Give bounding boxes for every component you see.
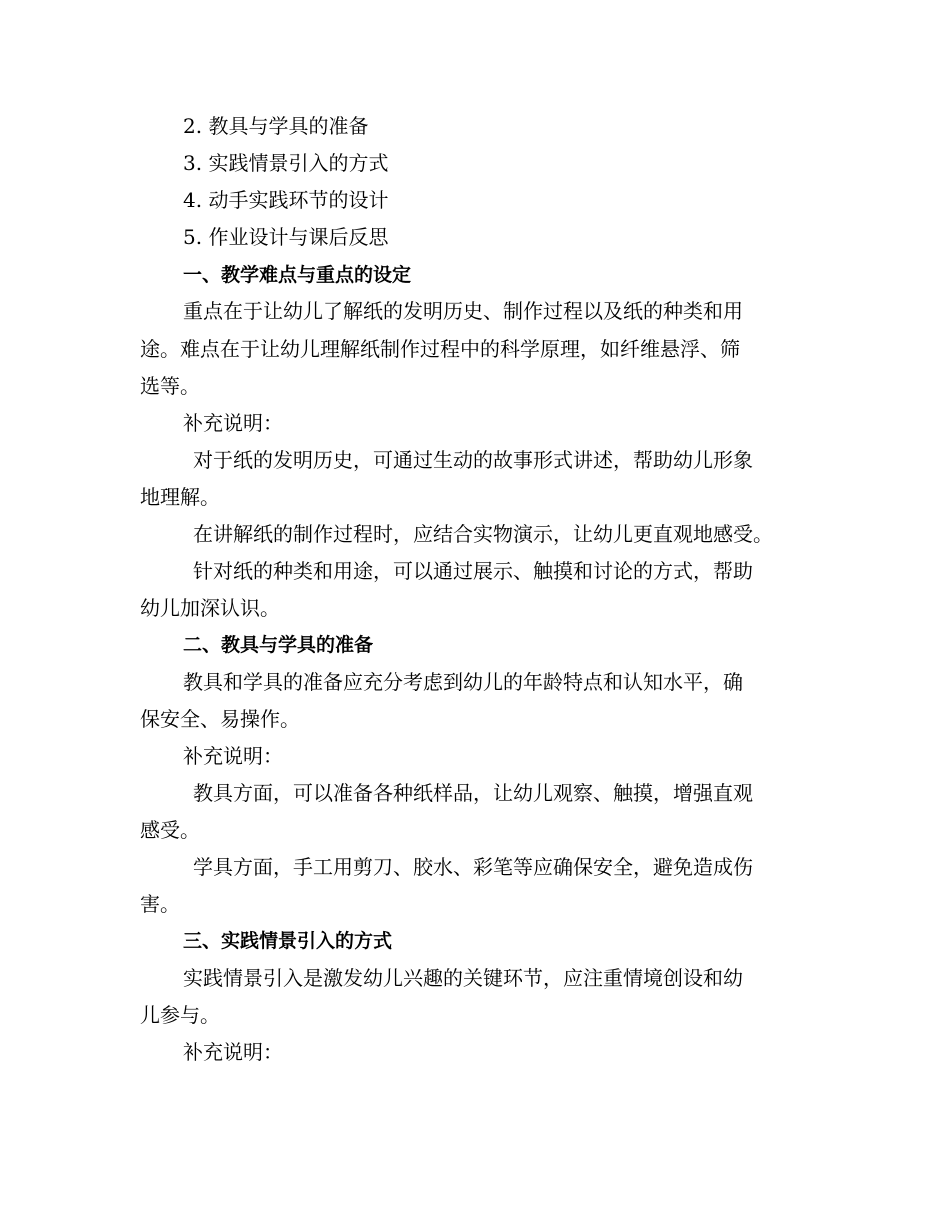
note-label: 补充说明： <box>183 744 283 768</box>
outline-item: 4. 动手实践环节的设计 <box>183 188 389 212</box>
body-text: 途。难点在于让幼儿理解纸制作过程中的科学原理，如纤维悬浮、筛 <box>140 337 740 361</box>
note-label: 补充说明： <box>183 1040 283 1064</box>
outline-item: 2. 教具与学具的准备 <box>183 114 369 138</box>
outline-item: 5. 作业设计与课后反思 <box>183 225 389 249</box>
note-text: 学具方面，手工用剪刀、胶水、彩笔等应确保安全，避免造成伤 <box>193 855 753 879</box>
note-text: 幼儿加深认识。 <box>140 596 280 620</box>
section-heading: 三、实践情景引入的方式 <box>183 930 393 952</box>
body-text: 保安全、易操作。 <box>140 707 300 731</box>
body-text: 儿参与。 <box>140 1003 220 1027</box>
body-text: 教具和学具的准备应充分考虑到幼儿的年龄特点和认知水平，确 <box>183 670 743 694</box>
note-text: 感受。 <box>140 818 200 842</box>
body-text: 实践情景引入是激发幼儿兴趣的关键环节，应注重情境创设和幼 <box>183 966 743 990</box>
section-heading: 二、教具与学具的准备 <box>183 634 374 656</box>
section-heading: 一、教学难点与重点的设定 <box>183 264 412 286</box>
note-text: 地理解。 <box>140 485 220 509</box>
note-text: 教具方面，可以准备各种纸样品，让幼儿观察、触摸，增强直观 <box>193 781 753 805</box>
note-text: 针对纸的种类和用途，可以通过展示、触摸和讨论的方式，帮助 <box>193 559 753 583</box>
body-text: 重点在于让幼儿了解纸的发明历史、制作过程以及纸的种类和用 <box>183 299 743 323</box>
note-text: 对于纸的发明历史，可通过生动的故事形式讲述，帮助幼儿形象 <box>193 448 753 472</box>
note-text: 害。 <box>140 892 180 916</box>
outline-item: 3. 实践情景引入的方式 <box>183 151 389 175</box>
note-text: 在讲解纸的制作过程时，应结合实物演示，让幼儿更直观地感受。 <box>193 522 773 546</box>
note-label: 补充说明： <box>183 411 283 435</box>
body-text: 选等。 <box>140 374 200 398</box>
